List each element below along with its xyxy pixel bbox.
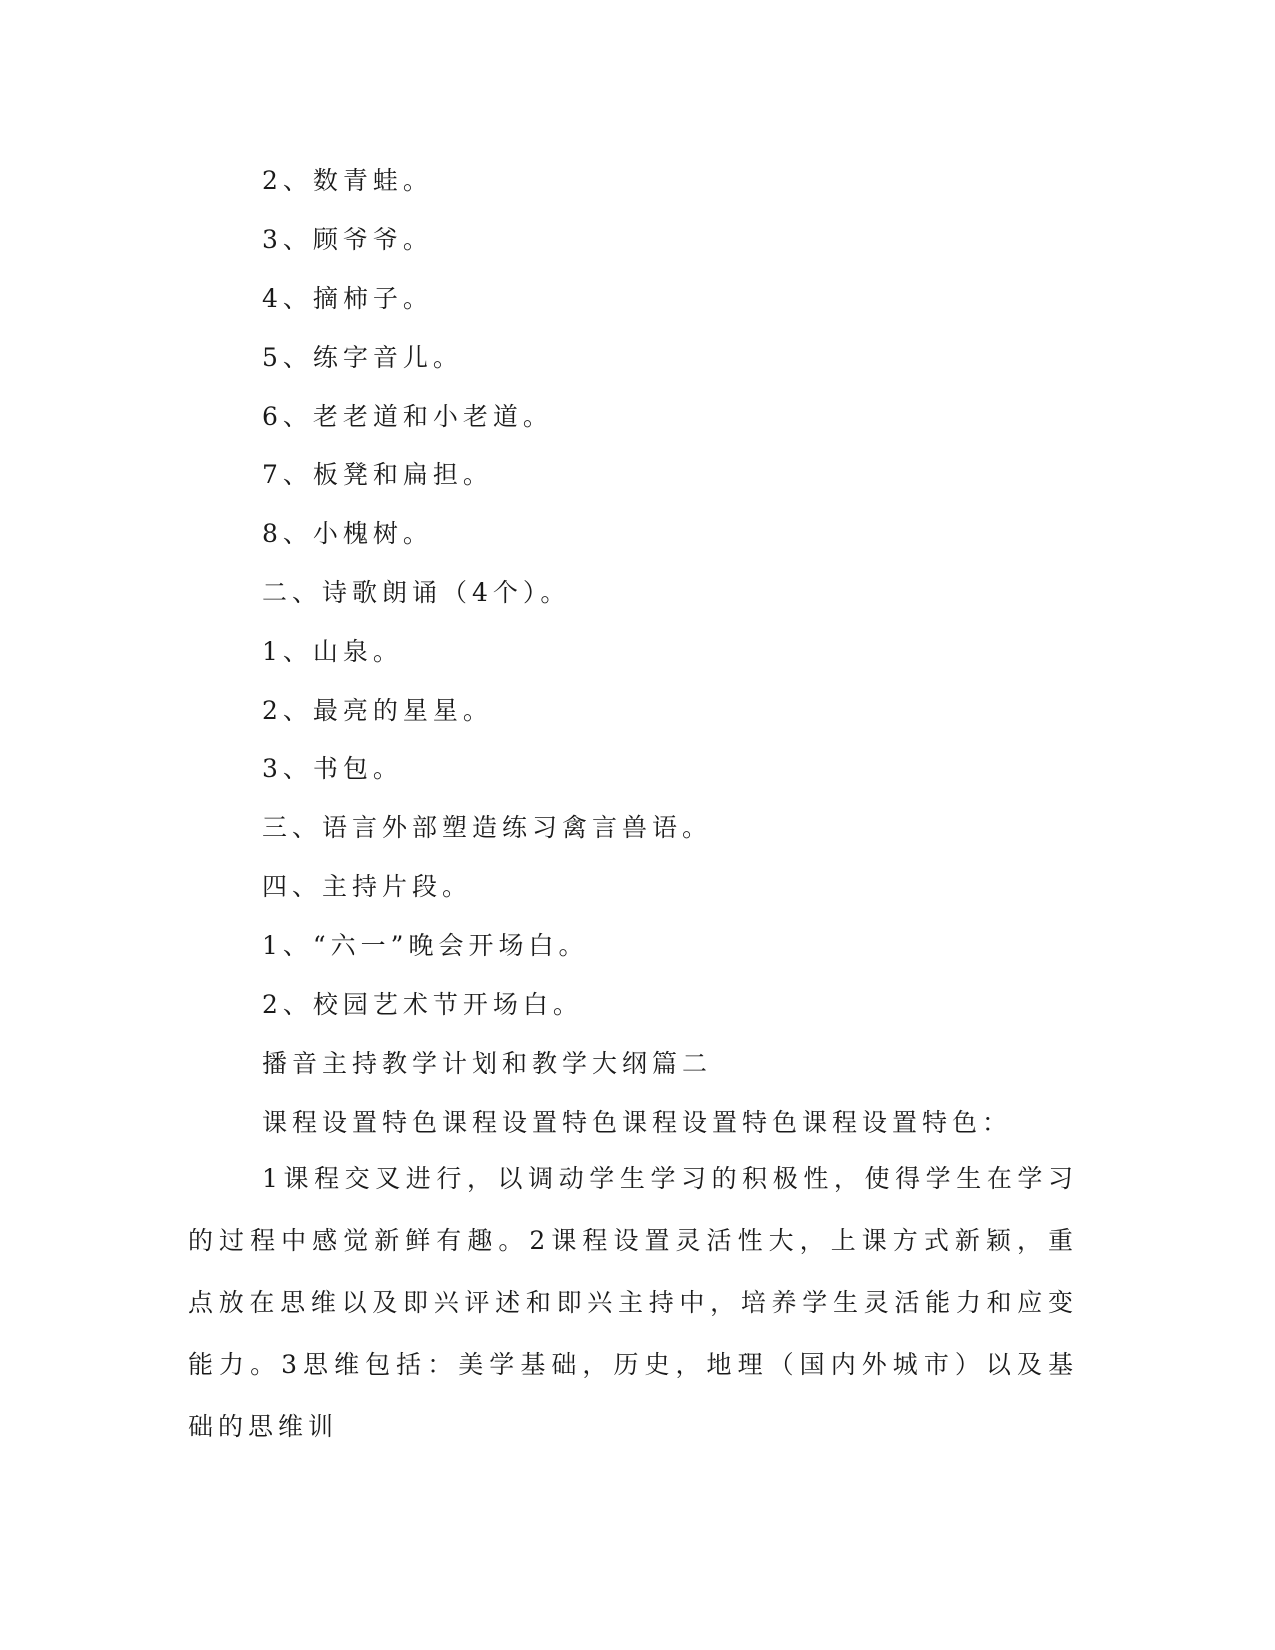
list-item: 2、最亮的星星。 [262,696,493,725]
list-item: 3、顾爷爷。 [262,225,433,254]
list-item: 4、摘柿子。 [262,284,433,313]
list-item: 3、书包。 [262,754,403,783]
section-heading: 二、诗歌朗诵（4个）。 [262,578,571,607]
article-title: 播音主持教学计划和教学大纲篇二 [262,1049,713,1078]
list-item: 1、山泉。 [262,637,403,666]
list-item: 1、“六一”晚会开场白。 [262,931,589,960]
list-item: 6、老老道和小老道。 [262,402,553,431]
list-item: 7、板凳和扁担。 [262,460,493,489]
section-heading: 三、语言外部塑造练习禽言兽语。 [262,813,713,842]
list-item: 8、小槐树。 [262,519,433,548]
body-paragraph: 1课程交叉进行，以调动学生学习的积极性，使得学生在学习的过程中感觉新鲜有趣。2课程设置灵活性大，上课方式新颖，重点放在思维以及即兴评述和即兴主持中，培养学生灵活能力和应变能力。3思维包括：美学基础，历史，地理（国内外城市）以及基础的思维训 [188,1164,1078,1441]
list-item: 2、数青蛙。 [262,166,433,195]
course-features-heading: 课程设置特色课程设置特色课程设置特色课程设置特色： [262,1108,1013,1137]
list-item: 2、校园艺术节开场白。 [262,990,583,1019]
section-heading: 四、主持片段。 [262,872,473,901]
list-item: 5、练字音儿。 [262,343,463,372]
